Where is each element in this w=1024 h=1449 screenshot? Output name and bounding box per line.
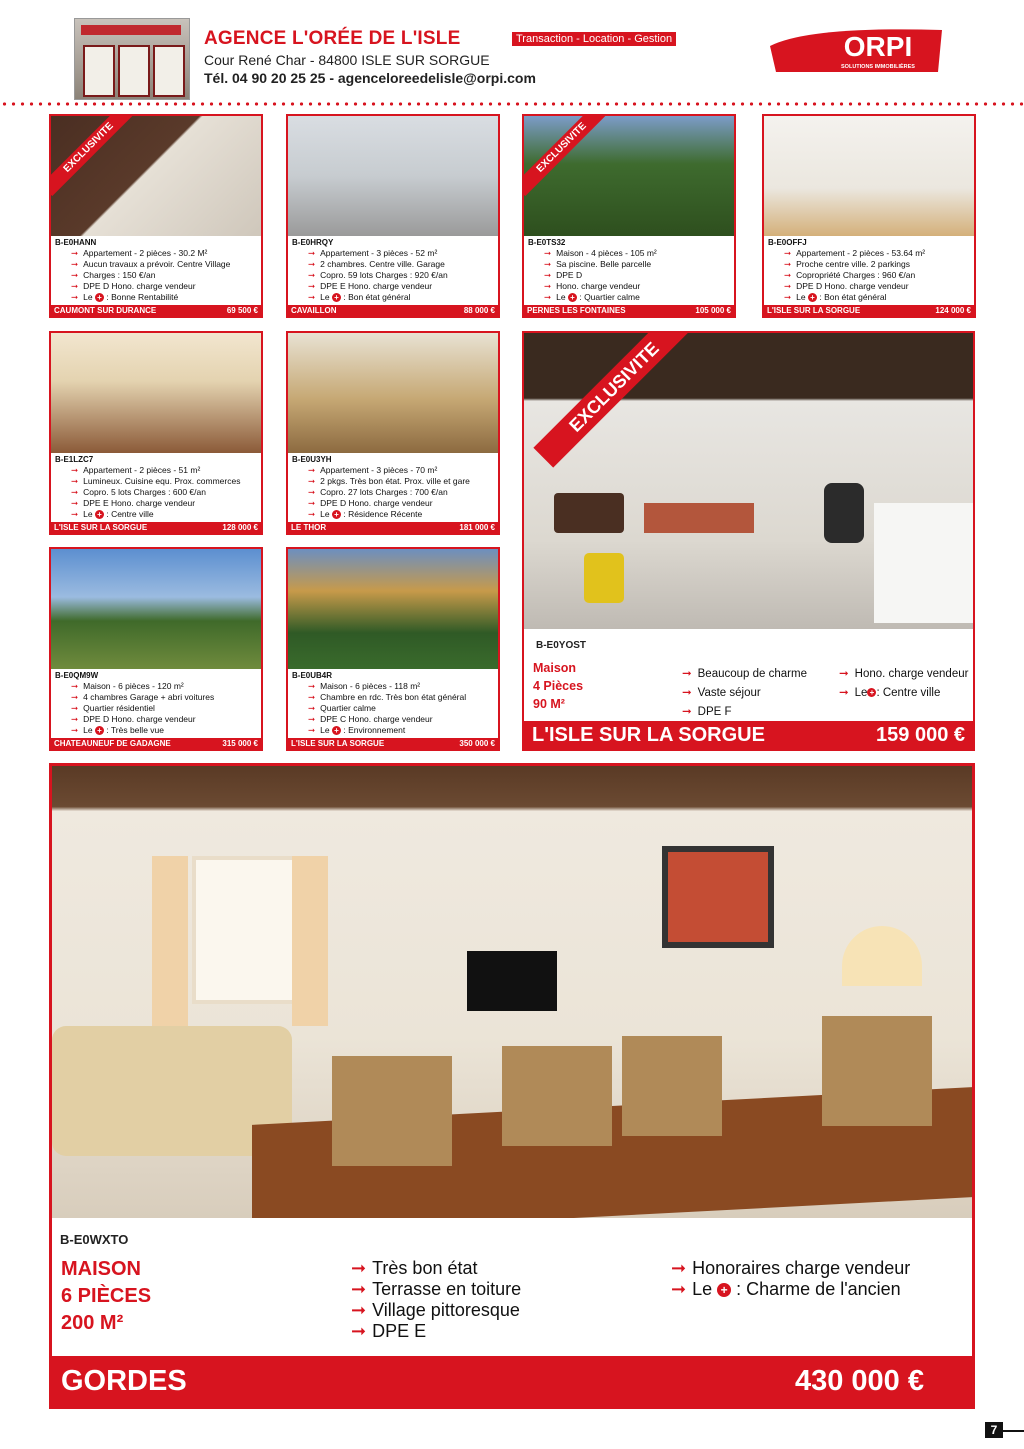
main-features: ➞ Très bon état ➞ Terrasse en toiture ➞ Village pittoresque ➞ DPE E: [335, 1258, 521, 1342]
feature-line: ➞ Hono. charge vendeur: [528, 281, 657, 292]
feature-line: ➞ Charges : 150 €/an: [55, 270, 230, 281]
listing-price: 124 000 €: [935, 306, 971, 315]
listing-features: [528, 248, 657, 303]
feature-line: ➞ Quartier résidentiel: [55, 703, 214, 714]
exclusive-ribbon: EXCLUSIVITE: [522, 114, 610, 196]
main-photo: [52, 766, 972, 1218]
listing-card[interactable]: [49, 331, 263, 535]
plus-icon: +: [332, 293, 341, 302]
featured-ref: B-E0YOST: [536, 640, 587, 651]
listing-price-bar: [524, 305, 734, 316]
main-listing[interactable]: [49, 763, 975, 1409]
feature-line: ➞ 4 chambres Garage + abri voitures: [55, 692, 214, 703]
listing-photo: [764, 116, 974, 236]
listing-town: CHATEAUNEUF DE GADAGNE: [54, 739, 171, 748]
listing-price: 350 000 €: [459, 739, 495, 748]
agency-photo: [74, 18, 190, 100]
listing-price-bar: [51, 522, 261, 533]
feature-plus: ➞ Le + : Centre ville: [55, 509, 240, 520]
feature-line: ➞ DPE D Hono. charge vendeur: [55, 714, 214, 725]
feature-plus: ➞ Le + : Très belle vue: [55, 725, 214, 736]
feature-line: ➞ Copropriété Charges : 960 €/an: [768, 270, 925, 281]
plus-icon: +: [568, 293, 577, 302]
feature-plus: ➞ Le + : Résidence Récente: [292, 509, 470, 520]
listing-ref: B-E1LZC7: [55, 455, 94, 464]
listing-ref: B-E0QM9W: [55, 671, 99, 680]
feature-line: ➞ Appartement - 2 pièces - 51 m²: [55, 465, 240, 476]
logo-text: ORPI: [843, 31, 913, 62]
listing-features: [292, 248, 448, 303]
feature-plus: ➞ Le + : Bon état général: [768, 292, 925, 303]
listing-features: [55, 465, 240, 520]
feature-plus: ➞ Le + : Environnement: [292, 725, 466, 736]
listing-town: CAVAILLON: [291, 306, 337, 315]
listing-features: [55, 248, 230, 303]
listing-photo: [51, 549, 261, 669]
listing-card[interactable]: [762, 114, 976, 318]
listing-card[interactable]: [286, 331, 500, 535]
listing-price: 105 000 €: [695, 306, 731, 315]
feature-line: ➞ Appartement - 2 pièces - 30.2 M²: [55, 248, 230, 259]
listing-price-bar: [51, 738, 261, 749]
feature-line: ➞ Maison - 6 pièces - 120 m²: [55, 681, 214, 692]
dotted-divider: [0, 100, 1024, 108]
listing-ref: B-E0HANN: [55, 238, 97, 247]
listing-price-bar: [288, 305, 498, 316]
listing-card[interactable]: [286, 547, 500, 751]
listing-town: LE THOR: [291, 523, 327, 532]
exclusive-ribbon: EXCLUSIVITE: [49, 114, 137, 196]
listing-photo: [288, 116, 498, 236]
featured-price-bar: [524, 721, 973, 749]
feature-line: ➞ DPE D Hono. charge vendeur: [55, 281, 230, 292]
main-price-bar: [52, 1356, 972, 1406]
listing-card[interactable]: [286, 114, 500, 318]
listing-features: [292, 681, 466, 736]
feature-line: ➞ Maison - 4 pièces - 105 m²: [528, 248, 657, 259]
listing-ref: B-E0UB4R: [292, 671, 333, 680]
feature-plus: ➞ Le + : Bonne Rentabilité: [55, 292, 230, 303]
listing-price: 88 000 €: [463, 306, 495, 315]
main-features-2: ➞ Honoraires charge vendeur ➞ Le + : Charme de l'ancien: [655, 1258, 910, 1300]
listing-features: [292, 465, 470, 520]
feature-line: ➞ Proche centre ville. 2 parkings: [768, 259, 925, 270]
listing-ref: B-E0OFFJ: [768, 238, 807, 247]
listing-price: 69 500 €: [226, 306, 258, 315]
main-price: 430 000 €: [794, 1365, 924, 1397]
plus-icon: +: [95, 726, 104, 735]
listing-ref: B-E0TS32: [528, 238, 566, 247]
listing-ref: B-E0HRQY: [292, 238, 334, 247]
plus-icon: +: [95, 293, 104, 302]
plus-icon: +: [95, 510, 104, 519]
feature-line: ➞ Appartement - 3 pièces - 52 m²: [292, 248, 448, 259]
listing-photo: [524, 116, 734, 236]
feature-line: ➞ Copro. 59 lots Charges : 920 €/an: [292, 270, 448, 281]
plus-icon: +: [332, 726, 341, 735]
listing-town: L'ISLE SUR LA SORGUE: [767, 306, 861, 315]
exclusive-ribbon: EXCLUSIVITE: [533, 331, 694, 468]
orpi-logo: [770, 26, 942, 72]
feature-line: ➞ Aucun travaux a prévoir. Centre Village: [55, 259, 230, 270]
feature-line: ➞ DPE C Hono. charge vendeur: [292, 714, 466, 725]
agency-contact: Tél. 04 90 20 25 25 - agenceloreedelisle@orpi.com: [204, 70, 536, 86]
feature-plus: ➞ Le + : Bon état général: [292, 292, 448, 303]
agency-tagline: Transaction - Location - Gestion: [512, 32, 676, 46]
featured-type: Maison 4 Pièces 90 M²: [533, 661, 584, 711]
feature-line: ➞ Appartement - 3 pièces - 70 m²: [292, 465, 470, 476]
feature-line: ➞ Copro. 5 lots Charges : 600 €/an: [55, 487, 240, 498]
feature-plus: ➞ Le + : Quartier calme: [528, 292, 657, 303]
listing-card[interactable]: [49, 547, 263, 751]
feature-line: ➞ Appartement - 2 pièces - 53.64 m²: [768, 248, 925, 259]
listing-price-bar: [288, 738, 498, 749]
main-type: MAISON 6 PIÈCES 200 M²: [61, 1258, 152, 1334]
listing-ref: B-E0U3YH: [292, 455, 332, 464]
feature-line: ➞ Lumineux. Cuisine equ. Prox. commerces: [55, 476, 240, 487]
featured-photo: [524, 333, 973, 629]
listing-town: L'ISLE SUR LA SORGUE: [54, 523, 148, 532]
feature-line: ➞ Copro. 27 lots Charges : 700 €/an: [292, 487, 470, 498]
feature-line: ➞ 2 chambres. Centre ville. Garage: [292, 259, 448, 270]
listing-price: 315 000 €: [222, 739, 258, 748]
agency-name: AGENCE L'ORÉE DE L'ISLE: [204, 28, 461, 49]
feature-line: ➞ 2 pkgs. Très bon état. Prox. ville et gare: [292, 476, 470, 487]
feature-line: ➞ DPE D: [528, 270, 657, 281]
listing-price-bar: [764, 305, 974, 316]
featured-features-2: ➞ Hono. charge vendeur ➞ Le + : Centre ville: [823, 665, 968, 703]
listing-photo: [51, 333, 261, 453]
feature-line: ➞ DPE D Hono. charge vendeur: [768, 281, 925, 292]
featured-price: 159 000 €: [876, 724, 965, 746]
page-number: 7: [985, 1422, 1003, 1438]
feature-line: ➞ Sa piscine. Belle parcelle: [528, 259, 657, 270]
feature-line: ➞ DPE D Hono. charge vendeur: [292, 498, 470, 509]
listing-price: 128 000 €: [222, 523, 258, 532]
listing-card[interactable]: [522, 114, 736, 318]
feature-line: ➞ Quartier calme: [292, 703, 466, 714]
listing-town: PERNES LES FONTAINES: [527, 306, 626, 315]
listing-town: L'ISLE SUR LA SORGUE: [291, 739, 385, 748]
listing-features: [55, 681, 214, 736]
feature-line: ➞ DPE E Hono. charge vendeur: [292, 281, 448, 292]
listing-photo: [288, 549, 498, 669]
featured-features: ➞ Beaucoup de charme ➞ Vaste séjour ➞ DPE F: [666, 665, 807, 722]
listing-town: CAUMONT SUR DURANCE: [54, 306, 157, 315]
listing-photo: [288, 333, 498, 453]
feature-line: ➞ DPE E Hono. charge vendeur: [55, 498, 240, 509]
listing-card[interactable]: [49, 114, 263, 318]
page-number-rule: [1003, 1430, 1024, 1432]
listing-price-bar: [288, 522, 498, 533]
main-town: GORDES: [61, 1365, 187, 1397]
logo-subtext: SOLUTIONS IMMOBILIÈRES: [841, 64, 915, 70]
feature-line: ➞ Chambre en rdc. Très bon état général: [292, 692, 466, 703]
featured-town: L'ISLE SUR LA SORGUE: [532, 724, 765, 746]
listing-price: 181 000 €: [459, 523, 495, 532]
listing-price-bar: [51, 305, 261, 316]
plus-icon: +: [332, 510, 341, 519]
listing-photo: [51, 116, 261, 236]
featured-listing[interactable]: [522, 331, 975, 751]
main-ref: B-E0WXTO: [60, 1232, 129, 1247]
feature-line: ➞ Maison - 6 pièces - 118 m²: [292, 681, 466, 692]
listing-features: [768, 248, 925, 303]
agency-address: Cour René Char - 84800 ISLE SUR SORGUE: [204, 52, 490, 68]
plus-icon: +: [808, 293, 817, 302]
